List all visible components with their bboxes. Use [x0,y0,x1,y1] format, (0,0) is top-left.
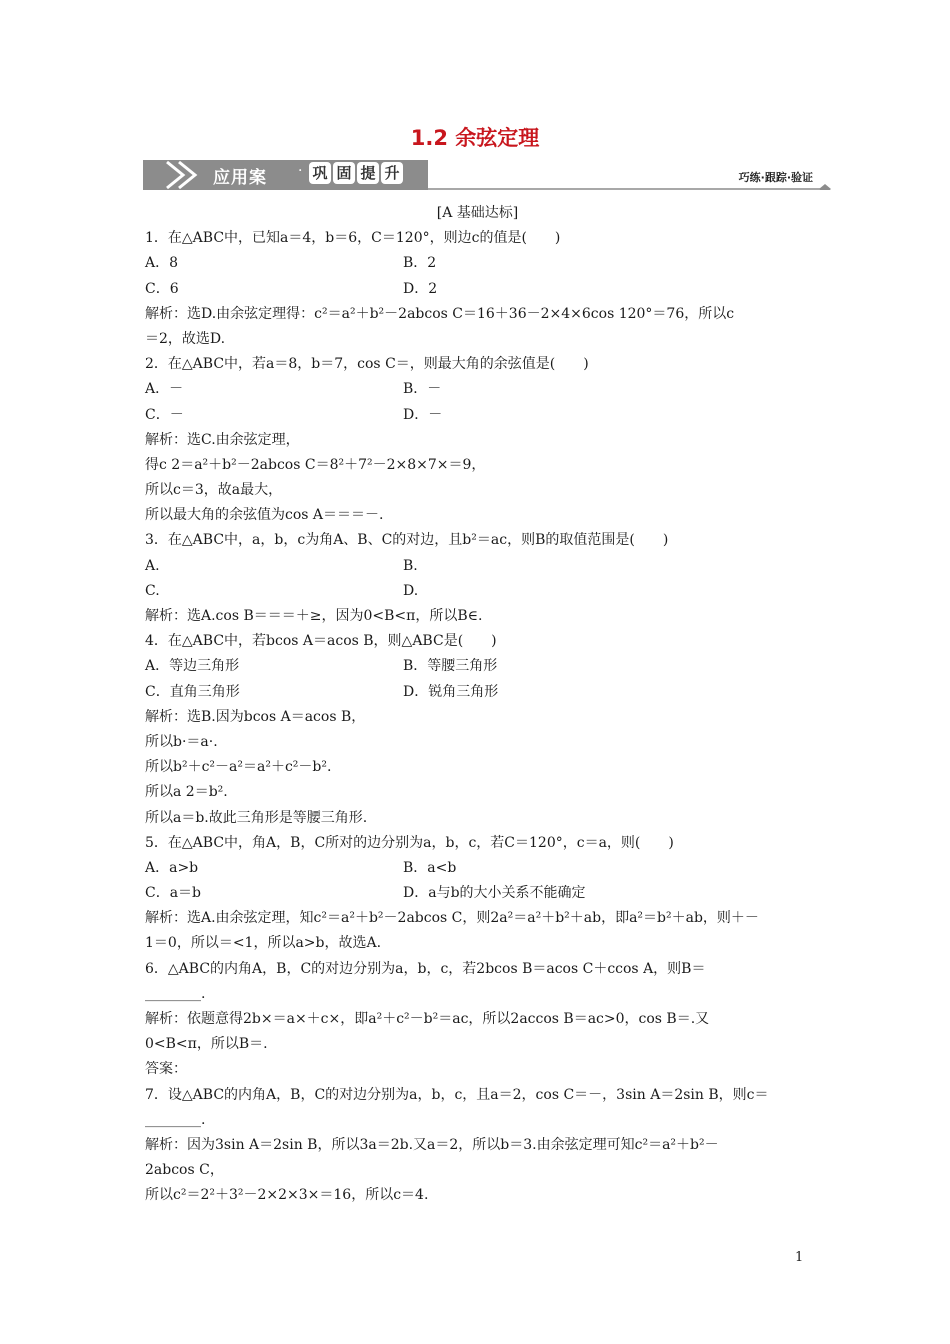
option: D. [403,582,419,599]
option: C. [145,582,160,599]
option-row [145,881,810,906]
section-heading: [A 基础达标] [436,205,519,221]
text-line: 2．在△ABC中，若a＝8，b＝7，cos C＝，则最大角的余弦值是( ) [145,356,589,373]
option: B．等腰三角形 [403,658,498,675]
document-body [145,201,810,1209]
text-line: 解析：选A.cos B＝＝＝＋≥，因为0<B<π，所以B∈. [145,608,483,624]
text-line: 解析：选A.由余弦定理，知c²＝a²＋b²－2abcos C，则2a²＝a²＋b²＋ab，即a²＝b²＋ab，则＋－ [145,910,759,927]
option: B. [403,557,418,574]
option-row [145,377,810,402]
banner-chars [309,162,403,184]
option: C．直角三角形 [145,683,240,700]
option-row [145,579,810,604]
option: B．2 [403,255,437,272]
text-line: 6．△ABC的内角A，B，C的对边分别为a，b，c，若2bcos B＝acos C＋ccos A，则B＝ [145,960,706,977]
text-line: 所以a 2＝b². [145,784,228,801]
option-row [145,680,810,705]
option: C．6 [145,280,179,297]
text-line: 4．在△ABC中，若bcos A＝acos B，则△ABC是( ) [145,633,497,650]
banner-char: 巩 [309,162,331,184]
text-line: 所以最大角的余弦值为cos A＝＝＝－. [145,507,384,524]
text-line: 3．在△ABC中，a，b，c为角A、B、C的对边，且b²＝ac，则B的取值范围是( ) [145,532,669,549]
text-line: 所以b·＝a·. [145,733,218,750]
page-title: 1.2 余弦定理 [410,126,540,150]
text-line: 得c 2＝a²＋b²－2abcos C＝8²＋7²－2×8×7×＝9， [145,456,486,473]
text-line: ________. [145,985,206,1002]
option-row [145,654,810,679]
text-line: 0<B<π，所以B＝. [145,1036,268,1053]
text-line: 5．在△ABC中，角A，B，C所对的边分别为a，b，c，若C＝120°，c＝a，则( ) [145,834,674,851]
banner-left-label: 应用案 [213,168,267,188]
option-row [145,403,810,428]
option: A．8 [145,255,179,272]
text-line: 解析：依题意得2b×＝a×＋c×，即a²＋c²－b²＝ac，所以2accos B＝ac>0，cos B＝.又 [145,1011,710,1027]
text-line: ________. [145,1111,206,1128]
text-line: 解析：选B.因为bcos A＝acos B， [145,708,366,725]
text-line: 解析：选D.由余弦定理得：c²＝a²＋b²－2abcos C＝16＋36－2×4×6cos 120°＝76，所以c [145,305,735,322]
option: D．2 [403,280,438,297]
text-line: 所以a＝b.故此三角形是等腰三角形. [145,809,368,826]
text-line: 答案： [145,1061,187,1078]
option: D．锐角三角形 [403,683,499,700]
option: A．等边三角形 [145,658,240,675]
text-line: 解析：选C.由余弦定理， [145,431,300,448]
banner-char: 固 [333,162,355,184]
option-row [145,856,810,881]
text-line: 解析：因为3sin A＝2sin B，所以3a＝2b.又a＝2，所以b＝3.由余弦定理可知c²＝a²＋b²－ [145,1136,719,1153]
option: A. [145,557,160,574]
text-line: 所以b²＋c²－a²＝a²＋c²－b². [145,759,332,776]
banner-char: 提 [357,162,379,184]
option: C．a＝b [145,885,202,902]
option: C．－ [145,406,184,423]
text-line: ＝2，故选D. [145,330,226,347]
option-row [145,277,810,302]
section-banner [143,160,835,190]
text-line: 1＝0，所以＝<1，所以a>b，故选A. [145,935,382,952]
text-line: 7．设△ABC的内角A，B，C的对边分别为a，b，c，且a＝2，cos C＝－，3sin A＝2sin B，则c＝ [145,1086,769,1103]
text-lines [145,226,810,1208]
option-row [145,554,810,579]
option: A．－ [145,381,184,398]
option: B．－ [403,381,442,398]
option: A．a>b [145,859,199,876]
option: D．－ [403,406,443,423]
text-line: 所以c＝3，故a最大， [145,482,283,499]
banner-dot: · [298,163,303,179]
banner-right-label: 巧练·跟踪·验证 [738,171,813,184]
option-row [145,251,810,276]
option: B．a<b [403,859,457,876]
option: D．a与b的大小关系不能确定 [403,885,586,902]
text-line: 2abcos C， [145,1162,224,1179]
banner-char: 升 [381,162,403,184]
page-number: 1 [795,1250,804,1265]
text-line: 所以c²＝2²＋3²－2×2×3×＝16，所以c＝4. [145,1187,429,1204]
text-line: 1．在△ABC中，已知a＝4，b＝6，C＝120°，则边c的值是( ) [145,230,561,247]
